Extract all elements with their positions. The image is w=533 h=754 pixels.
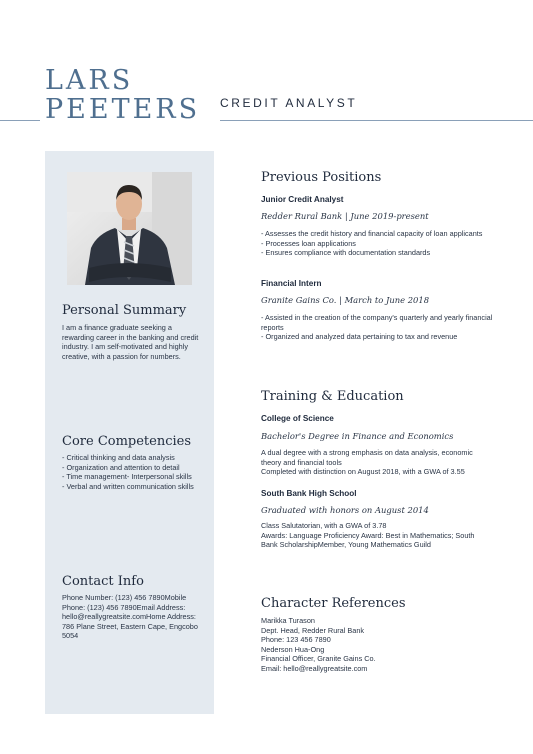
school-name: South Bank High School [261,489,357,498]
job-duties [261,313,493,342]
competency-item: - Critical thinking and data analysis [62,453,175,462]
job-duty: - Processes loan applications [261,238,356,248]
school-note: Awards: Language Proficiency Award: Best in Mathematics; South Bank ScholarshipMember, Young Mathematics Guild [261,530,475,550]
core-competencies-list [62,453,204,491]
training-education-heading: Training & Education [261,389,404,404]
job-duties [261,229,493,258]
school-detail: Graduated with honors on August 2014 [261,505,429,515]
school-notes [261,521,493,550]
school-note: A dual degree with a strong emphasis on data analysis, economic theory and financial tools [261,448,473,467]
reference-line: Nederson Hua-Ong [261,644,325,654]
job-title: CREDIT ANALYST [220,96,358,110]
reference-line: Dept. Head, Redder Rural Bank [261,625,365,635]
job-duty: - Assisted in the creation of the company's quarterly and yearly financial reports [261,313,493,332]
contact-info-line: Phone Number: (123) 456 7890Mobile Phone: (123) 456 7890Email Address: hello@reallygreatsite.comHome Address: 786 Plane Street, Eastern Cape, Engcobo 5054 [62,593,198,641]
personal-summary-text [62,323,204,361]
contact-info-heading: Contact Info [62,574,144,589]
job-duty: - Ensures compliance with documentation standards [261,248,431,258]
competency-item: - Organization and attention to detail [62,462,180,472]
school-note: Completed with distinction on August 2018, with a GWA of 3.55 [261,467,465,477]
job-detail: Redder Rural Bank | June 2019-present [261,211,429,221]
last-name: PEETERS [45,94,201,125]
personal-summary-heading: Personal Summary [62,303,187,318]
contact-info-text [62,593,204,641]
character-references-heading: Character References [261,596,406,611]
character-references-list [261,616,493,674]
school-detail: Bachelor's Degree in Finance and Economics [261,431,454,441]
reference-line: Marikka Turason [261,616,315,625]
portrait-image [67,172,192,285]
reference-line: Email: hello@reallygreatsite.com [261,663,368,673]
job-detail: Granite Gains Co. | March to June 2018 [261,295,430,305]
job-role: Financial Intern [261,279,322,288]
core-competencies-heading: Core Competencies [62,434,192,449]
school-notes [261,448,493,477]
job-duty: - Organized and analyzed data pertaining to tax and revenue [261,332,458,342]
competency-item: - Verbal and written communication skills [62,481,194,491]
school-name: College of Science [261,414,334,423]
previous-positions-heading: Previous Positions [261,170,382,185]
personal-summary-line: I am a finance graduate seeking a rewarding career in the banking and credit industry. I am self-motivated and highly creative, with a passion for numbers. [62,323,199,361]
reference-line: Phone: 123 456 7890 [261,635,331,645]
job-role: Junior Credit Analyst [261,195,344,204]
first-name: LARS [45,65,134,96]
header-rule-left [0,120,40,121]
reference-line: Financial Officer, Granite Gains Co. [261,654,376,664]
job-duty: - Assesses the credit history and financial capacity of loan applicants [261,229,483,238]
school-note: Class Salutatorian, with a GWA of 3.78 [261,521,387,530]
header-rule-right [220,120,533,121]
competency-item: - Time management- Interpersonal skills [62,472,192,482]
candidate-name [45,66,200,124]
profile-photo [67,172,192,285]
